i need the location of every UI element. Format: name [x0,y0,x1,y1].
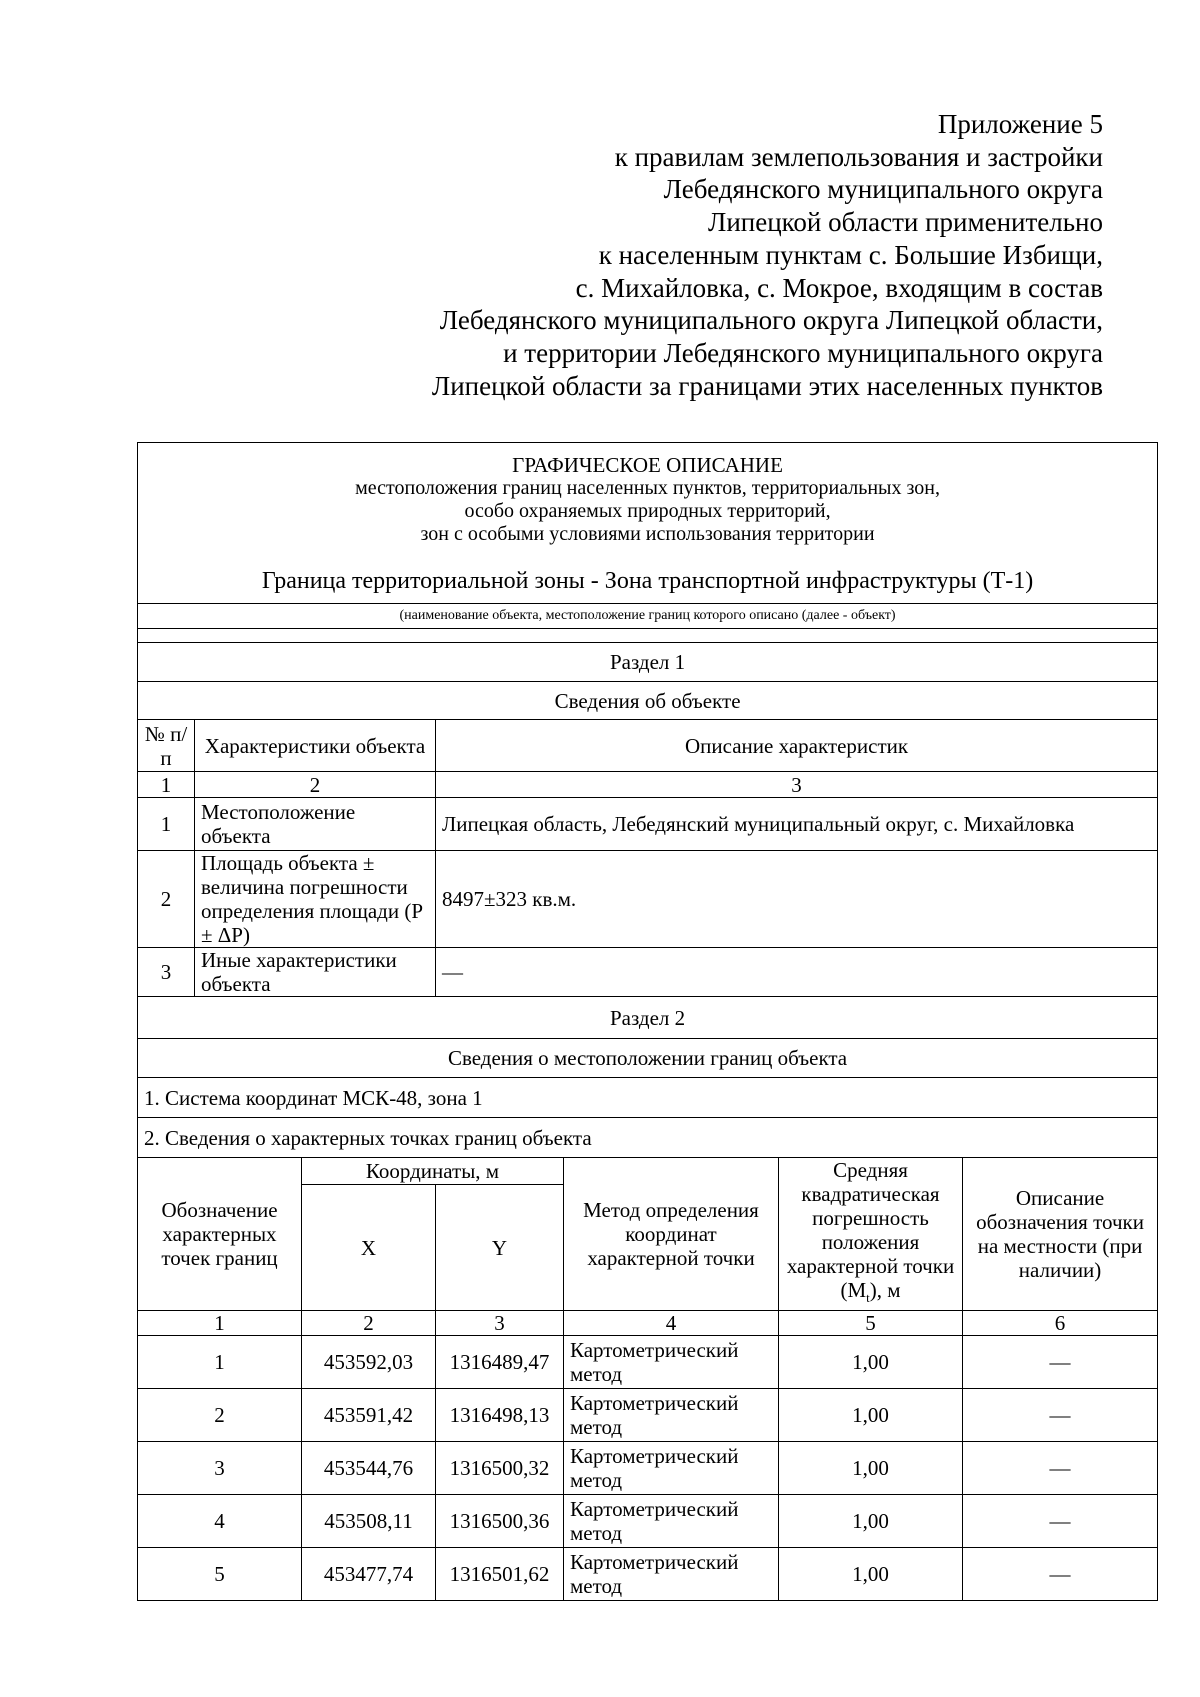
appendix-line: с. Михайловка, с. Мокрое, входящим в состав [575,272,1103,303]
point-y: 1316500,32 [436,1442,564,1495]
point-error: 1,00 [779,1442,963,1495]
index-cell: 1 [138,772,195,798]
row-num: 2 [138,851,195,948]
point-id: 3 [138,1442,302,1495]
point-y: 1316501,62 [436,1548,564,1601]
x-header: X [302,1185,436,1311]
row-char: Площадь объекта ± величина погрешности определения площади (P ± ΔP) [195,851,436,948]
appendix-heading [343,108,1103,402]
row-char: Местоположение объекта [195,798,436,851]
row-desc: — [436,948,1158,997]
point-desc: — [963,1442,1158,1495]
section1-subtitle: Сведения об объекте [138,682,1158,720]
document-title: ГРАФИЧЕСКОЕ ОПИСАНИЕ [512,452,783,477]
point-id: 5 [138,1548,302,1601]
index-cell: 4 [564,1311,779,1336]
point-desc: — [963,1495,1158,1548]
table-row [138,1442,1158,1495]
point-method: Картометрический метод [564,1548,779,1601]
points-title: 2. Сведения о характерных точках границ объекта [138,1118,1158,1158]
point-id: 1 [138,1336,302,1389]
coords-header: Координаты, м [302,1158,564,1185]
col-num-header: № п/п [138,720,195,772]
point-x: 453508,11 [302,1495,436,1548]
table-row [138,1336,1158,1389]
point-error: 1,00 [779,1389,963,1442]
point-error: 1,00 [779,1495,963,1548]
point-x: 453477,74 [302,1548,436,1601]
col-char-header: Характеристики объекта [195,720,436,772]
spacer-row [138,629,1158,643]
point-id: 2 [138,1389,302,1442]
point-id: 4 [138,1495,302,1548]
index-cell: 2 [195,772,436,798]
point-x: 453592,03 [302,1336,436,1389]
appendix-line: Приложение 5 [937,109,1103,139]
index-cell: 6 [963,1311,1158,1336]
point-x: 453591,42 [302,1389,436,1442]
error-header: Средняя квадратическая погрешность положения характерной точки $(M_t)$, м [779,1158,963,1311]
appendix-line: Липецкой области применительно [708,207,1103,238]
appendix-line: к правилам землепользования и застройки [614,141,1103,172]
row-num: 3 [138,948,195,997]
point-method: Картометрический метод [564,1442,779,1495]
row-desc: Липецкая область, Лебедянский муниципальный округ, с. Михайловка [436,798,1158,851]
appendix-line: и территории Лебедянского муниципального округа [503,337,1103,368]
appendix-line: Лебедянского муниципального округа Липецкой области, [439,305,1103,336]
point-desc: — [963,1336,1158,1389]
index-cell: 2 [302,1311,436,1336]
row-desc: 8497±323 кв.м. [436,851,1158,948]
index-cell: 3 [436,1311,564,1336]
method-header: Метод определения координат характерной точки [564,1158,779,1311]
section2-title: Раздел 2 [138,997,1158,1039]
table-row [138,1389,1158,1442]
point-y: 1316489,47 [436,1336,564,1389]
document-subtitle-line: местоположения границ населенных пунктов, территориальных зон, [355,476,940,499]
point-x: 453544,76 [302,1442,436,1495]
appendix-line: к населенным пунктам с. Большие Избищи, [598,239,1103,270]
table-row [138,1548,1158,1601]
point-method: Картометрический метод [564,1389,779,1442]
document-subtitle-line: особо охраняемых природных территорий, [464,499,831,522]
index-cell: 1 [138,1311,302,1336]
point-y: 1316498,13 [436,1389,564,1442]
point-method: Картометрический метод [564,1495,779,1548]
point-desc: — [963,1548,1158,1601]
index-cell: 3 [436,772,1158,798]
y-header: Y [436,1185,564,1311]
row-num: 1 [138,798,195,851]
section1-title: Раздел 1 [138,643,1158,682]
document-title-block [138,443,1158,604]
zone-name: Граница территориальной зоны - Зона транспортной инфраструктуры (Т-1) [261,567,1034,594]
graphic-description-table [137,442,1158,1601]
table-row [138,851,1158,948]
designation-header: Обозначение характерных точек границ [138,1158,302,1311]
point-error: 1,00 [779,1336,963,1389]
table-row [138,798,1158,851]
coord-system: 1. Система координат МСК-48, зона 1 [138,1078,1158,1118]
zone-caption: (наименование объекта, местоположение границ которого описано (далее - объект) [138,604,1158,629]
point-error: 1,00 [779,1548,963,1601]
point-desc: — [963,1389,1158,1442]
appendix-line: Липецкой области за границами этих населенных пунктов [431,370,1103,401]
point-method: Картометрический метод [564,1336,779,1389]
appendix-line: Лебедянского муниципального округа [663,174,1103,205]
section2-subtitle: Сведения о местоположении границ объекта [138,1039,1158,1078]
table-row [138,1495,1158,1548]
row-char: Иные характеристики объекта [195,948,436,997]
table-row [138,948,1158,997]
document-subtitle-line: зон с особыми условиями использования территории [420,522,875,545]
point-y: 1316500,36 [436,1495,564,1548]
col-desc-header: Описание характеристик [436,720,1158,772]
description-header: Описание обозначения точки на местности (при наличии) [963,1158,1158,1311]
index-cell: 5 [779,1311,963,1336]
